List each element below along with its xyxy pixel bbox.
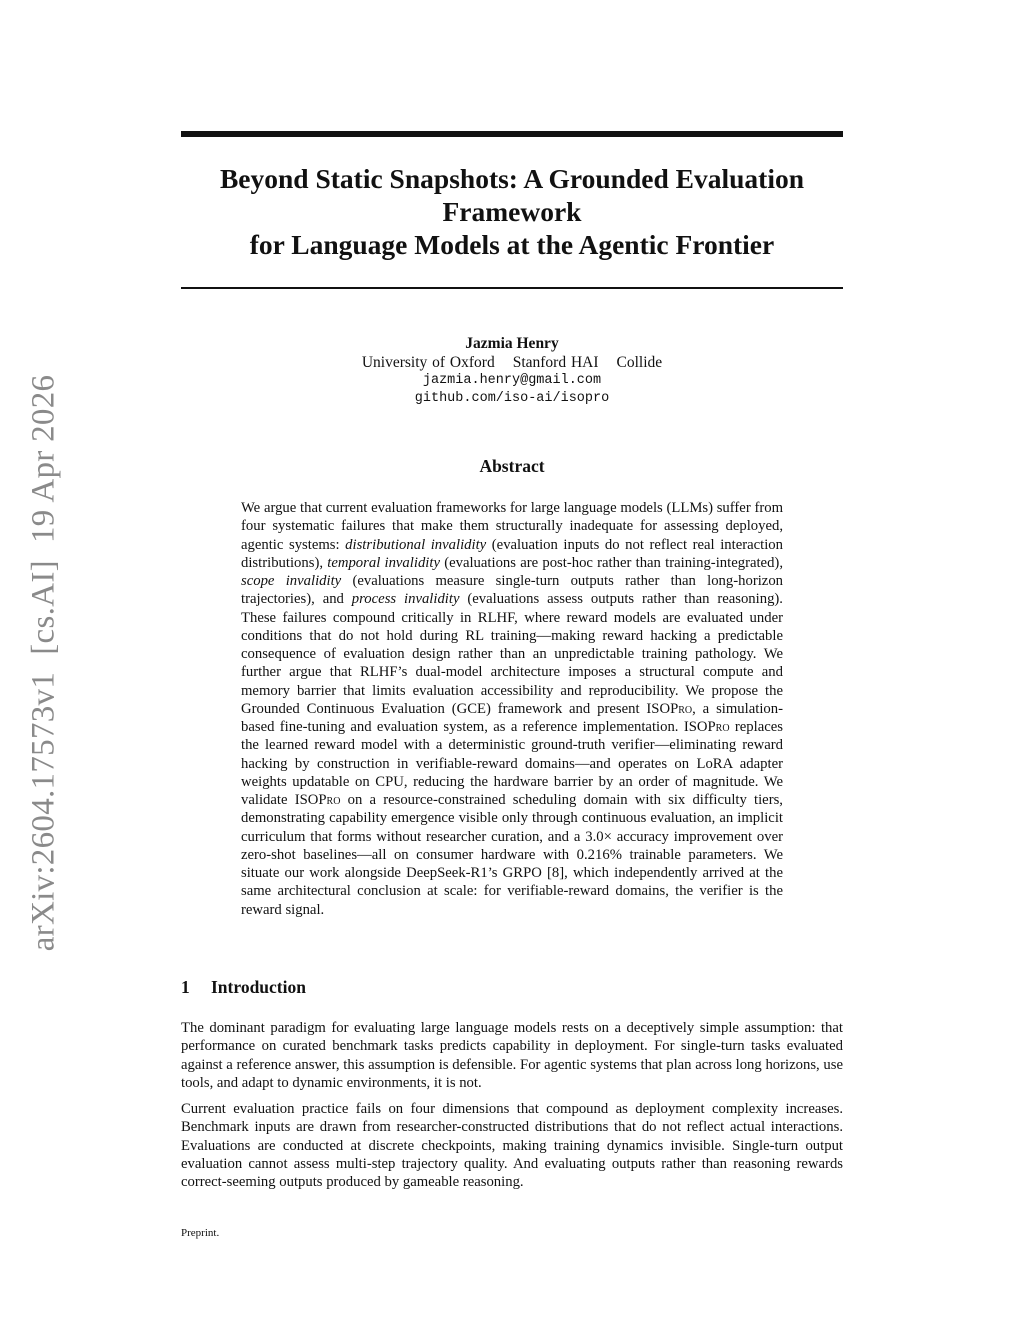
title-bottom-rule — [181, 287, 843, 289]
abstract-emphasis: distributional invalidity — [345, 536, 487, 553]
affiliation-oxford: University of Oxford — [361, 354, 495, 371]
abstract-text: (evaluations assess outputs rather than reasoning). These failures compound critically in RLHF, where reward models are evaluated under conditions that do not hold during RL training—making reward hacking a predictable consequence of evaluation design rather than an unpredictable training pathology. We further argue that RLHF’s dual-model architecture imposes a structural compute and memory barrier that limits evaluation accessibility and reproducibility. We propose the Grounded Continuous Evaluation (GCE) framework and present — [241, 591, 783, 717]
introduction-body — [181, 1019, 843, 1199]
repo-link[interactable]: github.com/iso-ai/isopro — [414, 391, 610, 406]
isopro-name: ISO — [683, 719, 708, 735]
title-line-3: for Language Models at the Agentic Frontier — [249, 229, 775, 260]
paper-title — [181, 162, 843, 261]
intro-paragraph-2: Current evaluation practice fails on four dimensions that compound as deployment complexity increases. Benchmark inputs are drawn from researcher-constructed distributions that do not reflect actual interactions. Evaluations are conducted at discrete checkpoints, making training dynamics invisible. Single-turn output evaluation cannot assess multi-step trajectory quality. And evaluating outputs rather than reasoning rewards correct-seeming outputs produced by gameable reasoning. — [181, 1101, 843, 1190]
title-line-1: Beyond Static Snapshots: A Grounded Evaluation — [219, 163, 805, 194]
abstract-text: We argue that current evaluation frameworks for large language models (LLMs) suffer from four systematic failures that make them structurally inadequate for assessing deployed, agentic systems: — [241, 500, 783, 553]
affiliation-stanford: Stanford HAI — [512, 354, 599, 371]
section-title: Introduction — [211, 977, 306, 997]
abstract-emphasis: temporal invalidity — [327, 554, 440, 571]
isopro-name: ISO — [294, 792, 319, 808]
isopro-name-smallcaps: Pro — [670, 700, 693, 717]
section-number: 1 — [181, 977, 190, 997]
section-heading-introduction — [181, 976, 843, 998]
isopro-name-smallcaps: Pro — [318, 792, 341, 808]
author-block — [181, 335, 843, 408]
author-email[interactable]: jazmia.henry@gmail.com — [422, 373, 602, 388]
isopro-name: ISO — [646, 700, 671, 717]
abstract-heading: Abstract — [479, 456, 545, 476]
author-affiliations — [181, 353, 843, 372]
abstract-emphasis: process invalidity — [351, 591, 460, 608]
title-top-rule — [181, 131, 843, 137]
abstract-body — [241, 499, 783, 919]
abstract-text: (evaluations are post-hoc rather than training-integrated), — [439, 554, 783, 571]
affiliation-collide: Collide — [616, 354, 663, 371]
preprint-footer: Preprint. — [181, 1227, 220, 1239]
title-line-2: Framework — [442, 196, 582, 227]
author-name: Jazmia Henry — [465, 335, 559, 352]
intro-paragraph-1: The dominant paradigm for evaluating large language models rests on a deceptively simple assumption: that performance on curated benchmark tasks predicts capability in deployment. For single-turn tasks evaluated against a reference answer, this assumption is defensible. For agentic systems that plan across long horizons, use tools, and adapt to dynamic environments, it is not. — [181, 1020, 843, 1091]
abstract-text: (evaluations measure single-turn outputs rather than long-horizon trajectories), and — [241, 573, 784, 608]
abstract-text: on a resource-constrained scheduling domain with six difficulty tiers, demonstrating capability emergence visible only through continuous evaluation, an implicit curriculum that forms without researcher curation, and a 3.0× accuracy improvement over zero-shot baselines—all on consumer hardware with 0.216% trainable parameters. We situate our work alongside DeepSeek-R1’s GRPO [8], which independently arrived at the same architectural conclusion at scale: for verifiable-reward domains, the verifier is the reward signal. — [241, 792, 783, 918]
abstract-text: , a simulation-based fine-tuning and evaluation system, as a reference implementation. — [241, 700, 783, 735]
isopro-name-smallcaps: Pro — [707, 719, 730, 735]
abstract-text: replaces the learned reward model with a deterministic ground-truth verifier—eliminating reward hacking by construction in verifiable-reward domains—and operates on LoRA adapter weights updatable on CPU, reducing the hardware barrier by an order of magnitude. We validate — [241, 719, 784, 808]
abstract-emphasis: scope invalidity — [241, 573, 342, 589]
arxiv-stamp-text: arXiv:2604.17573v1 [cs.AI] 19 Apr 2026 — [25, 374, 62, 952]
abstract-text: (evaluation inputs do not reflect real interaction distributions), — [241, 536, 783, 571]
